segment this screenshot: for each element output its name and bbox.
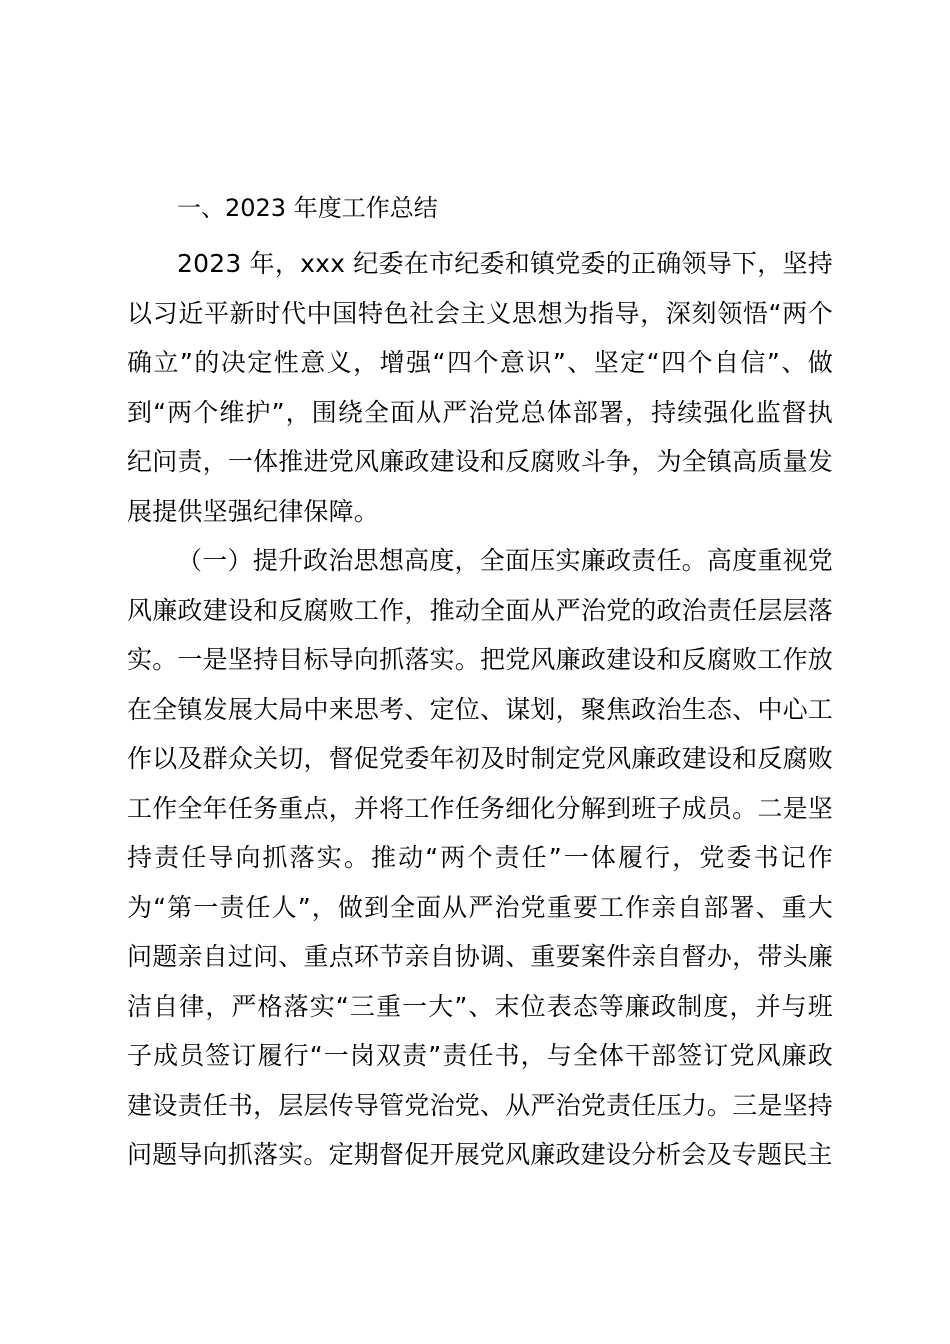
summary-paragraph: 2023 年，xxx 纪委在市纪委和镇党委的正确领导下，坚持以习近平新时代中国特色社会主义思想为指导，深刻领悟“两个确立”的决定性意义，增强“四个意识”、坚定“四个自信”、做到“两个维护”，围绕全面从严治党总体部署，持续强化监督执纪问责，一体推进党风廉政建设和反腐败斗争，为全镇高质量发展提供坚强纪律保障。: [127, 249, 833, 526]
section-paragraph-political-responsibility: （一）提升政治思想高度，全面压实廉政责任。高度重视党风廉政建设和反腐败工作，推动全面从严治党的政治责任层层落实。一是坚持目标导向抓落实。把党风廉政建设和反腐败工作放在全镇发展大局中来思考、定位、谋划，聚焦政治生态、中心工作以及群众关切，督促党委年初及时制定党风廉政建设和反腐败工作全年任务重点，并将工作任务细化分解到班子成员。二是坚持责任导向抓落实。推动“两个责任”一体履行，党委书记作为“第一责任人”，做到全面从严治党重要工作亲自部署、重大问题亲自过问、重点环节亲自协调、重要案件亲自督办，带头廉洁自律，严格落实“三重一大”、末位表态等廉政制度，并与班子成员签订履行“一岗双责”责任书，与全体干部签订党风廉政建设责任书，层层传导管党治党、从严治党责任压力。三是坚持问题导向抓落实。定期督促开展党风廉政建设分析会及专题民主: [127, 546, 833, 1169]
section-heading: 一、2023 年度工作总结: [177, 194, 438, 222]
document-body: [127, 183, 833, 1180]
